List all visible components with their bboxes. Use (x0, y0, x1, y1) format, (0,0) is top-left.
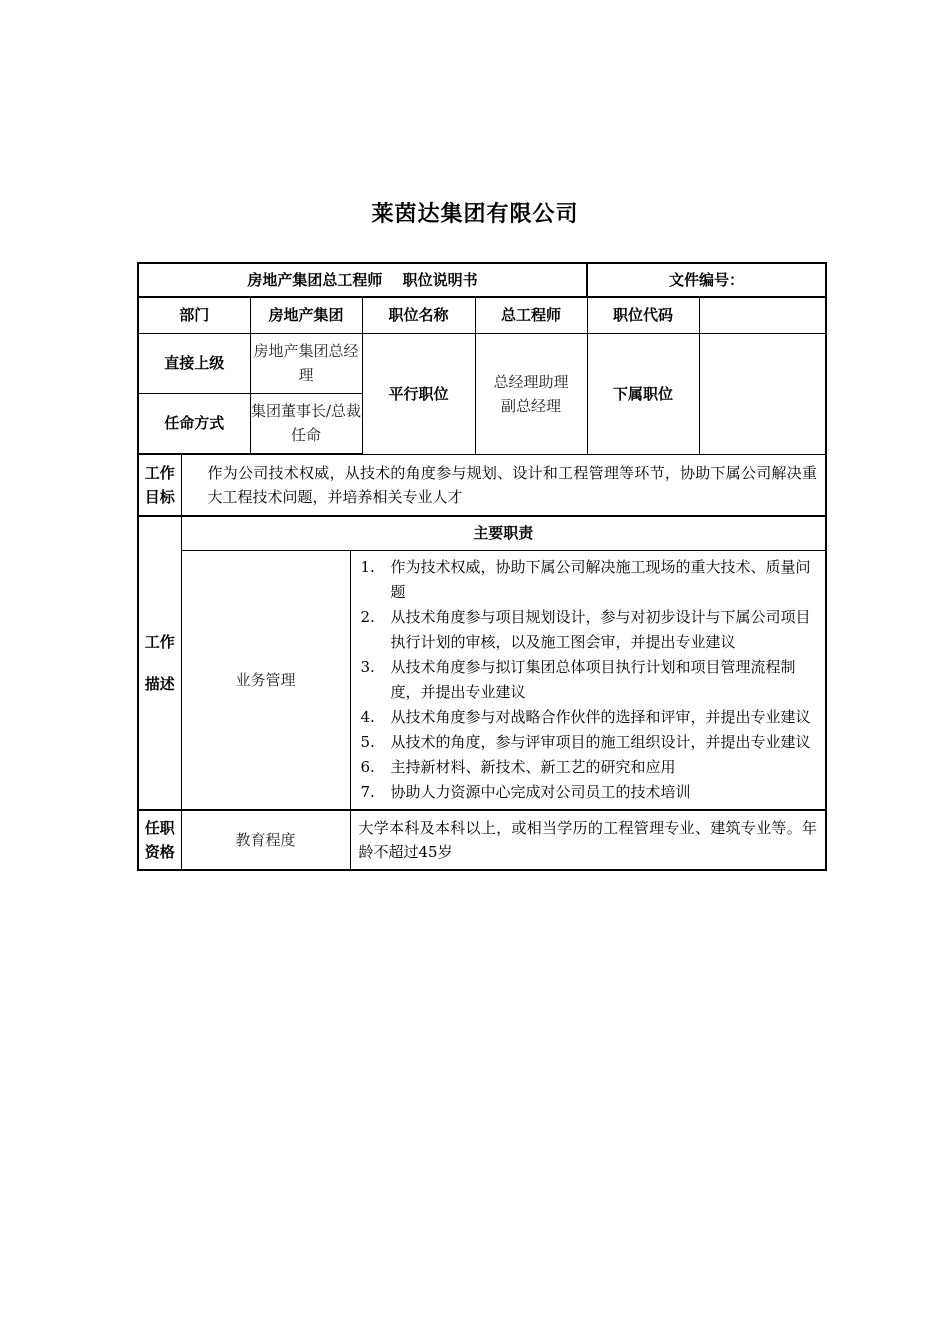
file-number-cell (587, 263, 826, 297)
position-code-label: 职位代码 (587, 297, 699, 333)
education-text: 大学本科及本科以上，或相当学历的工程管理专业、建筑专业等。年龄不超过45岁 (350, 810, 826, 870)
main-duties-header: 主要职责 (181, 516, 826, 550)
qualification-label: 任职资格 (138, 810, 181, 870)
work-description-label-2: 描述 (144, 674, 175, 693)
subordinate-label: 下属职位 (587, 333, 699, 454)
position-code-value (699, 297, 826, 333)
dept-value: 房地产集团 (250, 297, 362, 333)
duty-item: 从技术角度参与对战略合作伙伴的选择和评审，并提出专业建议 (390, 707, 811, 726)
job-description-table (137, 262, 827, 871)
work-description-label-1: 工作 (144, 632, 175, 651)
subordinate-value (699, 333, 826, 454)
work-goal-label: 工作目标 (138, 454, 181, 516)
duty-item: 作为技术权威，协助下属公司解决施工现场的重大技术、质量问题 (390, 557, 811, 601)
parallel-position-value (475, 333, 587, 454)
duty-item: 从技术角度参与拟订集团总体项目执行计划和项目管理流程制度，并提出专业建议 (390, 657, 796, 701)
position-value: 总工程师 (475, 297, 587, 333)
work-goal-text: 作为公司技术权威，从技术的角度参与规划、设计和工程管理等环节，协助下属公司解决重大工程技术问题，并培养相关专业人才 (181, 454, 826, 516)
education-label: 教育程度 (181, 810, 350, 870)
superior-value: 房地产集团总经理 (250, 333, 362, 393)
appointment-value: 集团董事长/总裁任命 (250, 393, 362, 454)
doc-title-cell (138, 263, 587, 297)
page-title: 莱茵达集团有限公司 (371, 202, 579, 227)
duty-item: 从技术角度参与项目规划设计，参与对初步设计与下属公司项目执行计划的审核，以及施工图会审，并提出专业建议 (390, 607, 811, 651)
doc-title: 房地产集团总工程师 职位说明书 (247, 271, 478, 289)
position-label: 职位名称 (362, 297, 475, 333)
parallel-position-2: 副总经理 (501, 396, 562, 415)
duty-category: 业务管理 (181, 550, 350, 810)
work-description-label (138, 516, 181, 810)
file-number-label: 文件编号： (669, 271, 745, 289)
duty-item: 从技术的角度，参与评审项目的施工组织设计，并提出专业建议 (390, 732, 811, 751)
parallel-position-1: 总经理助理 (493, 372, 569, 391)
duty-item: 协助人力资源中心完成对公司员工的技术培训 (390, 782, 691, 801)
parallel-position-label: 平行职位 (362, 333, 475, 454)
duty-list (351, 551, 826, 809)
superior-label: 直接上级 (138, 333, 250, 393)
duty-item: 主持新材料、新技术、新工艺的研究和应用 (390, 757, 676, 776)
appointment-label: 任命方式 (138, 393, 250, 454)
dept-label: 部门 (138, 297, 250, 333)
duty-list-cell (350, 550, 826, 810)
